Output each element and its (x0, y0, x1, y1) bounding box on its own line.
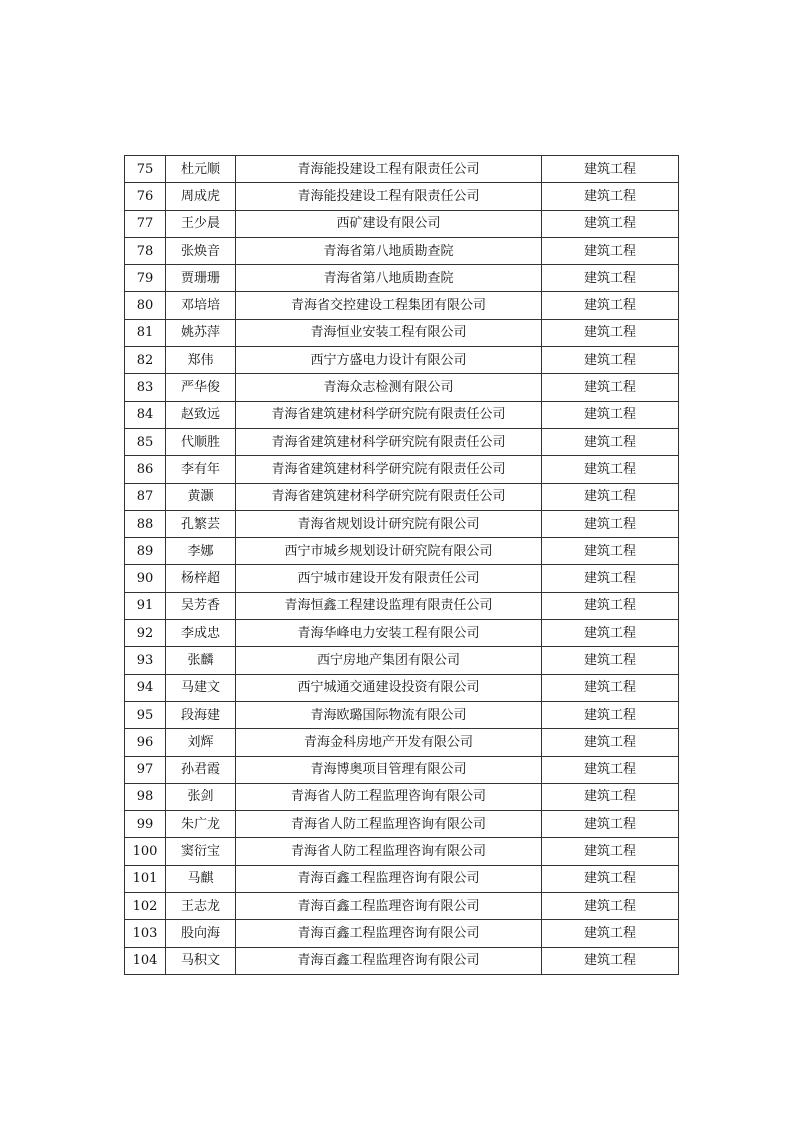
company-name-cell: 青海博奥项目管理有限公司 (236, 756, 542, 783)
specialty-cell: 建筑工程 (542, 729, 679, 756)
row-number-cell: 94 (125, 674, 166, 701)
person-name-cell: 杜元顺 (166, 156, 236, 183)
roster-table-body (125, 156, 679, 975)
table-row (125, 456, 679, 483)
company-name-cell: 青海百鑫工程监理咨询有限公司 (236, 865, 542, 892)
specialty-cell: 建筑工程 (542, 510, 679, 537)
company-name-cell: 青海华峰电力安装工程有限公司 (236, 620, 542, 647)
specialty-cell: 建筑工程 (542, 701, 679, 728)
row-number-cell: 101 (125, 865, 166, 892)
company-name-cell: 青海省交控建设工程集团有限公司 (236, 292, 542, 319)
table-row (125, 811, 679, 838)
row-number-cell: 104 (125, 947, 166, 974)
row-number-cell: 84 (125, 401, 166, 428)
company-name-cell: 青海省人防工程监理咨询有限公司 (236, 783, 542, 810)
table-row (125, 483, 679, 510)
row-number-cell: 85 (125, 428, 166, 455)
company-name-cell: 青海恒鑫工程建设监理有限责任公司 (236, 592, 542, 619)
company-name-cell: 青海省建筑建材科学研究院有限责任公司 (236, 428, 542, 455)
specialty-cell: 建筑工程 (542, 865, 679, 892)
row-number-cell: 96 (125, 729, 166, 756)
person-name-cell: 段海建 (166, 701, 236, 728)
person-name-cell: 贾珊珊 (166, 265, 236, 292)
table-row (125, 292, 679, 319)
person-name-cell: 姚苏萍 (166, 319, 236, 346)
table-row (125, 893, 679, 920)
company-name-cell: 青海省规划设计研究院有限公司 (236, 510, 542, 537)
row-number-cell: 103 (125, 920, 166, 947)
person-name-cell: 李有年 (166, 456, 236, 483)
person-name-cell: 李成忠 (166, 620, 236, 647)
table-row (125, 265, 679, 292)
company-name-cell: 青海百鑫工程监理咨询有限公司 (236, 920, 542, 947)
table-row (125, 565, 679, 592)
company-name-cell: 西宁方盛电力设计有限公司 (236, 347, 542, 374)
row-number-cell: 77 (125, 210, 166, 237)
table-row (125, 538, 679, 565)
company-name-cell: 青海恒业安装工程有限公司 (236, 319, 542, 346)
table-row (125, 401, 679, 428)
table-row (125, 428, 679, 455)
row-number-cell: 102 (125, 893, 166, 920)
specialty-cell: 建筑工程 (542, 483, 679, 510)
person-name-cell: 马建文 (166, 674, 236, 701)
company-name-cell: 青海省人防工程监理咨询有限公司 (236, 838, 542, 865)
table-row (125, 592, 679, 619)
specialty-cell: 建筑工程 (542, 292, 679, 319)
specialty-cell: 建筑工程 (542, 647, 679, 674)
roster-table (124, 155, 679, 975)
company-name-cell: 青海省人防工程监理咨询有限公司 (236, 811, 542, 838)
company-name-cell: 青海金科房地产开发有限公司 (236, 729, 542, 756)
person-name-cell: 孔繁芸 (166, 510, 236, 537)
specialty-cell: 建筑工程 (542, 210, 679, 237)
row-number-cell: 95 (125, 701, 166, 728)
company-name-cell: 西矿建设有限公司 (236, 210, 542, 237)
specialty-cell: 建筑工程 (542, 156, 679, 183)
company-name-cell: 青海能投建设工程有限责任公司 (236, 156, 542, 183)
row-number-cell: 82 (125, 347, 166, 374)
table-row (125, 183, 679, 210)
person-name-cell: 孙君霞 (166, 756, 236, 783)
row-number-cell: 90 (125, 565, 166, 592)
table-row (125, 756, 679, 783)
row-number-cell: 75 (125, 156, 166, 183)
row-number-cell: 80 (125, 292, 166, 319)
person-name-cell: 严华俊 (166, 374, 236, 401)
table-row (125, 620, 679, 647)
table-row (125, 374, 679, 401)
specialty-cell: 建筑工程 (542, 347, 679, 374)
row-number-cell: 100 (125, 838, 166, 865)
specialty-cell: 建筑工程 (542, 538, 679, 565)
person-name-cell: 李娜 (166, 538, 236, 565)
company-name-cell: 青海省第八地质勘查院 (236, 237, 542, 264)
table-row (125, 237, 679, 264)
row-number-cell: 92 (125, 620, 166, 647)
table-row (125, 729, 679, 756)
row-number-cell: 86 (125, 456, 166, 483)
company-name-cell: 青海百鑫工程监理咨询有限公司 (236, 893, 542, 920)
person-name-cell: 周成虎 (166, 183, 236, 210)
person-name-cell: 王少晨 (166, 210, 236, 237)
specialty-cell: 建筑工程 (542, 947, 679, 974)
row-number-cell: 98 (125, 783, 166, 810)
company-name-cell: 西宁房地产集团有限公司 (236, 647, 542, 674)
person-name-cell: 马麒 (166, 865, 236, 892)
specialty-cell: 建筑工程 (542, 456, 679, 483)
specialty-cell: 建筑工程 (542, 893, 679, 920)
person-name-cell: 朱广龙 (166, 811, 236, 838)
specialty-cell: 建筑工程 (542, 811, 679, 838)
person-name-cell: 马积文 (166, 947, 236, 974)
specialty-cell: 建筑工程 (542, 374, 679, 401)
table-row (125, 210, 679, 237)
row-number-cell: 89 (125, 538, 166, 565)
row-number-cell: 78 (125, 237, 166, 264)
person-name-cell: 王志龙 (166, 893, 236, 920)
company-name-cell: 西宁城市建设开发有限责任公司 (236, 565, 542, 592)
row-number-cell: 81 (125, 319, 166, 346)
specialty-cell: 建筑工程 (542, 428, 679, 455)
row-number-cell: 83 (125, 374, 166, 401)
company-name-cell: 青海众志检测有限公司 (236, 374, 542, 401)
specialty-cell: 建筑工程 (542, 756, 679, 783)
person-name-cell: 代顺胜 (166, 428, 236, 455)
table-row (125, 156, 679, 183)
person-name-cell: 杨梓超 (166, 565, 236, 592)
row-number-cell: 93 (125, 647, 166, 674)
person-name-cell: 郑伟 (166, 347, 236, 374)
row-number-cell: 76 (125, 183, 166, 210)
specialty-cell: 建筑工程 (542, 674, 679, 701)
specialty-cell: 建筑工程 (542, 401, 679, 428)
table-row (125, 865, 679, 892)
person-name-cell: 吴芳香 (166, 592, 236, 619)
person-name-cell: 股向海 (166, 920, 236, 947)
table-row (125, 947, 679, 974)
company-name-cell: 青海百鑫工程监理咨询有限公司 (236, 947, 542, 974)
company-name-cell: 西宁城通交通建设投资有限公司 (236, 674, 542, 701)
row-number-cell: 87 (125, 483, 166, 510)
row-number-cell: 99 (125, 811, 166, 838)
table-row (125, 647, 679, 674)
person-name-cell: 张麟 (166, 647, 236, 674)
company-name-cell: 青海省第八地质勘查院 (236, 265, 542, 292)
table-row (125, 838, 679, 865)
person-name-cell: 黄灏 (166, 483, 236, 510)
person-name-cell: 窦衍宝 (166, 838, 236, 865)
specialty-cell: 建筑工程 (542, 183, 679, 210)
specialty-cell: 建筑工程 (542, 838, 679, 865)
specialty-cell: 建筑工程 (542, 319, 679, 346)
specialty-cell: 建筑工程 (542, 592, 679, 619)
person-name-cell: 赵致远 (166, 401, 236, 428)
specialty-cell: 建筑工程 (542, 237, 679, 264)
table-row (125, 920, 679, 947)
company-name-cell: 青海省建筑建材科学研究院有限责任公司 (236, 456, 542, 483)
table-row (125, 347, 679, 374)
table-row (125, 319, 679, 346)
company-name-cell: 青海欧璐国际物流有限公司 (236, 701, 542, 728)
specialty-cell: 建筑工程 (542, 565, 679, 592)
specialty-cell: 建筑工程 (542, 265, 679, 292)
row-number-cell: 91 (125, 592, 166, 619)
table-row (125, 783, 679, 810)
person-name-cell: 张剑 (166, 783, 236, 810)
company-name-cell: 青海能投建设工程有限责任公司 (236, 183, 542, 210)
roster-sheet (124, 155, 678, 975)
row-number-cell: 88 (125, 510, 166, 537)
row-number-cell: 79 (125, 265, 166, 292)
specialty-cell: 建筑工程 (542, 620, 679, 647)
person-name-cell: 邓培培 (166, 292, 236, 319)
row-number-cell: 97 (125, 756, 166, 783)
company-name-cell: 青海省建筑建材科学研究院有限责任公司 (236, 401, 542, 428)
table-row (125, 510, 679, 537)
specialty-cell: 建筑工程 (542, 920, 679, 947)
specialty-cell: 建筑工程 (542, 783, 679, 810)
table-row (125, 674, 679, 701)
company-name-cell: 青海省建筑建材科学研究院有限责任公司 (236, 483, 542, 510)
table-row (125, 701, 679, 728)
person-name-cell: 张焕音 (166, 237, 236, 264)
company-name-cell: 西宁市城乡规划设计研究院有限公司 (236, 538, 542, 565)
person-name-cell: 刘辉 (166, 729, 236, 756)
